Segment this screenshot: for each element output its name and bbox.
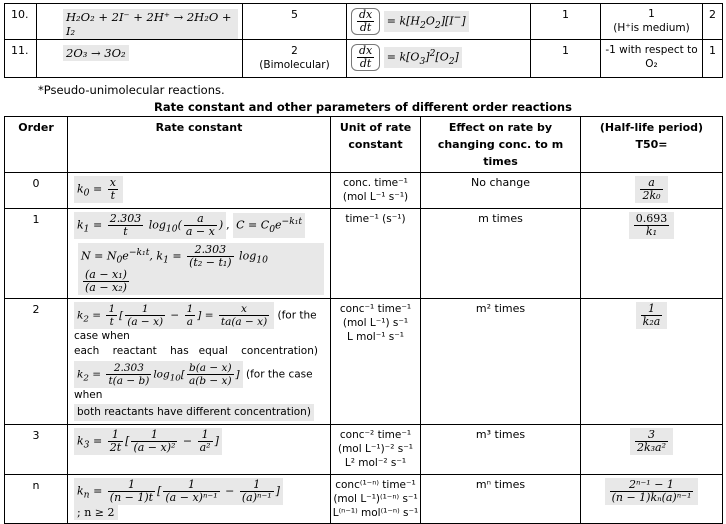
section-heading: Rate constant and other parameters of different order reactions <box>154 100 572 114</box>
col5-value: 1 <box>531 4 601 40</box>
halflife-num: 2ⁿ⁻¹ − 1 <box>610 479 694 492</box>
col7-value: 2 <box>703 4 723 40</box>
molecularity: 2 <box>291 45 298 57</box>
order-condition: ; n ≥ 2 <box>74 505 118 520</box>
reactions-table <box>4 3 723 78</box>
molecularity: 5 <box>243 4 347 40</box>
halflife-den: 2k₀ <box>642 189 661 202</box>
col6-sub: (H⁺is medium) <box>613 22 690 34</box>
halflife-den: k₁ <box>645 225 658 238</box>
col6-cell <box>601 40 703 78</box>
header-order: Order <box>5 117 68 173</box>
header-rate-constant: Rate constant <box>68 117 331 173</box>
table-row <box>5 4 723 40</box>
unit-line: (mol L⁻¹)⁽¹⁻ⁿ⁾ s⁻¹ <box>333 493 418 505</box>
col6-sub: O₂ <box>645 58 658 70</box>
unit-line: L mol⁻¹ s⁻¹ <box>346 331 405 343</box>
unit-cell <box>331 425 421 475</box>
halflife-num: 0.693 <box>635 212 668 225</box>
unit-line: time⁻¹ (s⁻¹) <box>345 213 406 225</box>
col6-main: 1 <box>648 8 655 20</box>
halflife-cell <box>581 475 723 524</box>
unit-line: conc⁻¹ time⁻¹ <box>339 303 412 315</box>
rate-law: $\frac{dx}{dt}$ = $k[H_2O_2][I^-]$ <box>347 4 531 40</box>
unit-line: L⁽ⁿ⁻¹⁾ mol⁽¹⁻ⁿ⁾ s⁻¹ <box>332 507 419 519</box>
halflife-den: (n − 1)kₙ(a)ⁿ⁻¹ <box>611 491 692 504</box>
effect-cell: No change <box>421 173 581 209</box>
header-row <box>5 117 723 173</box>
col5-value: 1 <box>531 40 601 78</box>
row-number: 11. <box>5 40 37 78</box>
order-cell: 0 <box>5 173 68 209</box>
effect-cell: mⁿ times <box>421 475 581 524</box>
table-row <box>5 40 723 78</box>
effect-cell: m² times <box>421 299 581 425</box>
halflife-num: a <box>640 177 662 190</box>
effect-cell: m³ times <box>421 425 581 475</box>
unit-line: (mol L⁻¹) s⁻¹ <box>342 317 409 329</box>
halflife-cell <box>581 209 723 299</box>
rate-constant-formula: $k_3$ = $\frac{1}{2t}$ [ $\frac{1}{\text{(a − x)²}}$ − $\frac{1}{\text{a²}}$ ] <box>68 425 331 475</box>
unit-line: (mol L⁻¹)⁻² s⁻¹ <box>337 443 413 455</box>
unit-line: L² mol⁻² s⁻¹ <box>344 457 407 469</box>
halflife-den: k₂a <box>642 315 661 328</box>
header-effect: Effect on rate by changing conc. to m times <box>421 117 581 173</box>
col6-main: -1 with respect to <box>605 44 698 56</box>
rate-constant-formula: $k_1$ = $\frac{2.303}{t}$ $\log_{10}$( $\frac{a}{a - x}$ ) , $C = C_0e^{-k_1t}$ $N = N_0e^{-k_1t}$, $k_1$ = $\frac{2.303}{\text{(t₂ − t₁)}}$ $\log_{10}$ $\frac{\text{(a − x₁)}}{\text{(a − x₂)}}$ <box>68 209 331 299</box>
order-cell: 3 <box>5 425 68 475</box>
unit-cell <box>331 173 421 209</box>
col6-cell <box>601 4 703 40</box>
table-row <box>5 209 723 299</box>
rate-constant-formula: $k_n$ = $\frac{1}{(n - 1)t}$ [ $\frac{1}{\text{(a − x)ⁿ⁻¹}}$ − $\frac{1}{\text{(a)ⁿ⁻¹}}$ ]; n ≥ 2 <box>68 475 331 524</box>
unit-line: (mol L⁻¹ s⁻¹) <box>342 191 409 203</box>
molecularity-sub: (Bimolecular) <box>259 59 330 71</box>
header-halflife: (Half-life period) T50= <box>581 117 723 173</box>
table-row <box>5 425 723 475</box>
unit-cell <box>331 475 421 524</box>
col7-value: 1 <box>703 40 723 78</box>
order-cell: 2 <box>5 299 68 425</box>
order-table <box>4 116 723 524</box>
row-number: 10. <box>5 4 37 40</box>
effect-cell: m times <box>421 209 581 299</box>
footnote: *Pseudo-unimolecular reactions. <box>38 83 225 97</box>
order-cell: n <box>5 475 68 524</box>
header-unit: Unit of rate constant <box>331 117 421 173</box>
table-row <box>5 173 723 209</box>
table-row <box>5 475 723 524</box>
order-cell: 1 <box>5 209 68 299</box>
unit-line: conc⁽¹⁻ⁿ⁾ time⁻¹ <box>335 479 416 491</box>
unit-cell <box>331 299 421 425</box>
unit-cell <box>331 209 421 299</box>
halflife-num: 1 <box>641 303 663 316</box>
rate-constant-formula: $k_2$ = $\frac{1}{t}$ [ $\frac{1}{(a - x)}$ − $\frac{1}{a}$ ] = $\frac{x}{ta(a - x)}$ (for the case when each reactant has equal concentration) $k_2$ = $\frac{2.303}{t(a - b)}$ $\log_{10}$[ $\frac{b(a - x)}{a(b - x)}$ ] (for the case when both reactants have different concentration) <box>68 299 331 425</box>
halflife-num: 3 <box>635 429 668 442</box>
halflife-cell <box>581 425 723 475</box>
table-row <box>5 299 723 425</box>
reaction-equation: H₂O₂ + 2I⁻ + 2H⁺ → 2H₂O + I₂ <box>63 9 238 39</box>
halflife-den: 2k₃a² <box>636 441 667 454</box>
unit-line: conc⁻² time⁻¹ <box>339 429 412 441</box>
molecularity-cell <box>243 40 347 78</box>
rate-constant-formula: $k_0$ = $\frac{x}{t}$ <box>68 173 331 209</box>
rate-law: $\frac{dx}{dt}$ = $k[O_3]^2[O_2]$ <box>347 40 531 78</box>
reaction-equation: 2O₃ → 3O₂ <box>63 45 129 61</box>
halflife-cell <box>581 173 723 209</box>
unit-line: conc. time⁻¹ <box>343 177 408 189</box>
halflife-cell <box>581 299 723 425</box>
